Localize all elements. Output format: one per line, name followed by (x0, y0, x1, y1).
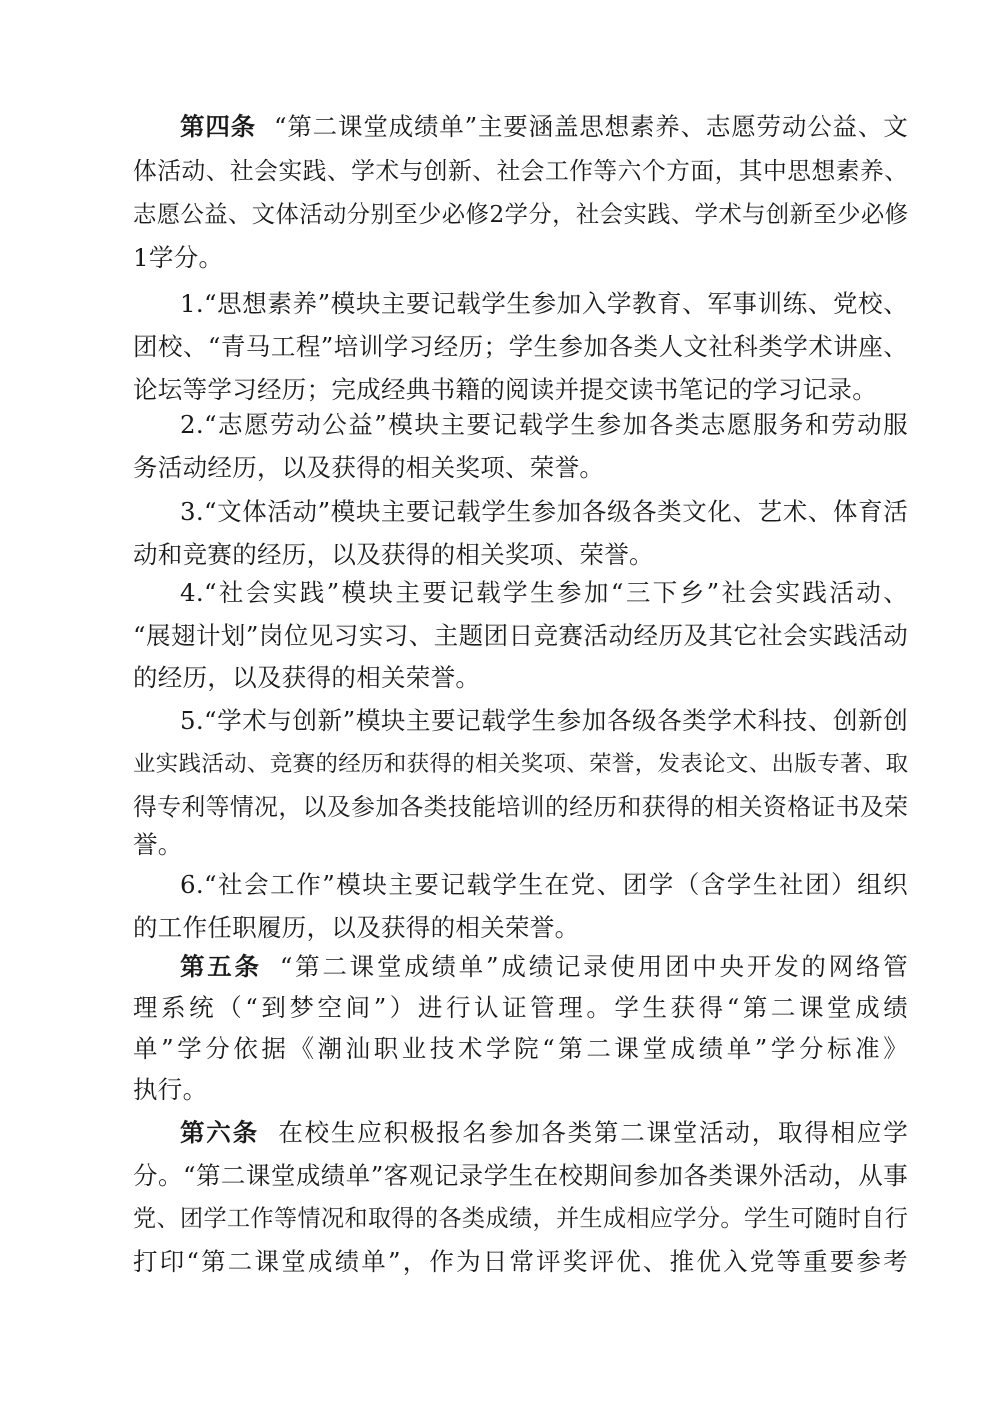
article6-line-1 (180, 1111, 908, 1155)
article4-line-1 (180, 105, 908, 149)
article6-line-4: 打印“第二课堂成绩单”，作为日常评奖评优、推优入党等重要参考 (133, 1247, 908, 1276)
item5-line-3: 得专利等情况，以及参加各类技能培训的经历和获得的相关资格证书及荣 (133, 793, 908, 821)
item2-line-1: 2.“志愿劳动公益”模块主要记载学生参加各类志愿服务和劳动服 (180, 410, 908, 439)
item6-line-1: 6.“社会工作”模块主要记载学生在党、团学（含学生社团）组织 (180, 870, 908, 899)
article6-heading: 第六条 (180, 1118, 259, 1147)
article4-line-3: 志愿公益、文体活动分别至少必修2学分，社会实践、学术与创新至少必修 (133, 200, 908, 228)
article6-line-2: 分。“第二课堂成绩单”客观记录学生在校期间参加各类课外活动，从事 (133, 1161, 908, 1190)
article5-text-1: “第二课堂成绩单”成绩记录使用团中央开发的网络管 (279, 952, 908, 981)
article5-line-1 (180, 945, 908, 989)
item1-line-1: 1.“思想素养”模块主要记载学生参加入学教育、军事训练、党校、 (180, 289, 908, 318)
item5-line-4: 誉。 (133, 830, 183, 859)
item5-line-1: 5.“学术与创新”模块主要记载学生参加各级各类学术科技、创新创 (180, 706, 908, 735)
item3-line-1: 3.“文体活动”模块主要记载学生参加各级各类文化、艺术、体育活 (180, 497, 908, 526)
article5-line-3: 单”学分依据《潮汕职业技术学院“第二课堂成绩单”学分标准》 (133, 1034, 908, 1063)
article6-text-1: 在校生应积极报名参加各类第二课堂活动，取得相应学 (276, 1118, 908, 1147)
item1-line-3: 论坛等学习经历；完成经典书籍的阅读并提交读书笔记的学习记录。 (133, 375, 877, 404)
item4-line-1: 4.“社会实践”模块主要记载学生参加“三下乡”社会实践活动、 (180, 578, 908, 607)
item5-line-2: 业实践活动、竞赛的经历和获得的相关奖项、荣誉，发表论文、出版专著、取 (133, 751, 908, 777)
article5-line-4: 执行。 (133, 1075, 208, 1104)
article4-line-2: 体活动、社会实践、学术与创新、社会工作等六个方面，其中思想素养、 (133, 157, 908, 185)
article4-heading: 第四条 (180, 112, 256, 141)
item3-line-2: 动和竞赛的经历，以及获得的相关奖项、荣誉。 (133, 540, 654, 569)
article4-text-1: “第二课堂成绩单”主要涵盖思想素养、志愿劳动公益、文 (273, 112, 908, 141)
item4-line-3: 的经历，以及获得的相关荣誉。 (133, 663, 481, 692)
article5-line-2: 理系统（“到梦空间”）进行认证管理。学生获得“第二课堂成绩 (133, 993, 908, 1022)
item1-line-2: 团校、“青马工程”培训学习经历；学生参加各类人文社科类学术讲座、 (133, 332, 908, 361)
item6-line-2: 的工作任职履历，以及获得的相关荣誉。 (133, 913, 580, 942)
article5-heading: 第五条 (180, 952, 262, 981)
item4-line-2: “展翅计划”岗位见习实习、主题团日竞赛活动经历及其它社会实践活动 (133, 621, 908, 650)
article4-line-4: 1学分。 (133, 243, 224, 272)
article6-line-3: 党、团学工作等情况和取得的各类成绩，并生成相应学分。学生可随时自行 (133, 1206, 908, 1232)
item2-line-2: 务活动经历，以及获得的相关奖项、荣誉。 (133, 453, 605, 482)
